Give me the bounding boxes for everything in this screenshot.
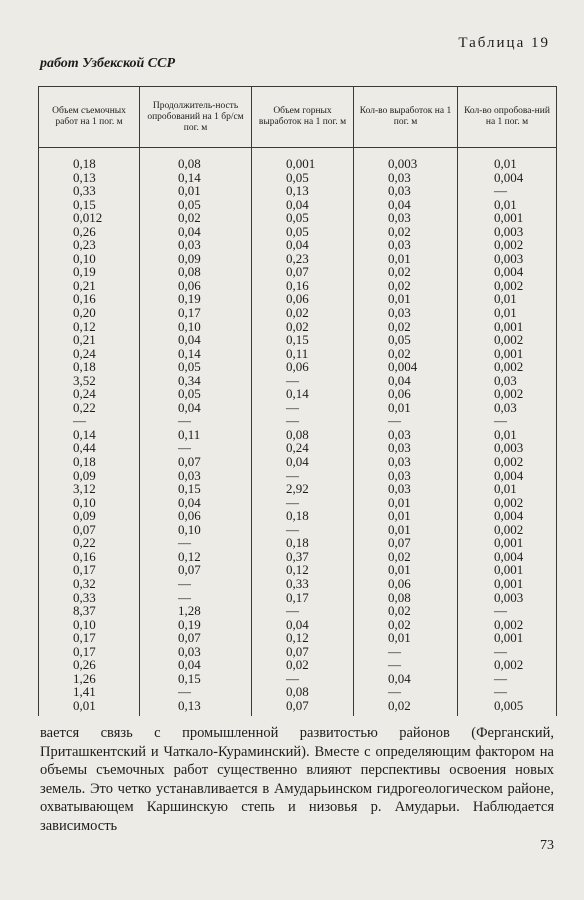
table-cell: 0,05 — [252, 171, 354, 185]
table-cell: 0,002 — [458, 455, 557, 469]
table-row — [39, 279, 557, 293]
table-cell: 0,14 — [39, 428, 140, 442]
table-cell: 0,01 — [140, 184, 252, 198]
table-cell: 0,03 — [354, 482, 458, 496]
table-cell: 0,04 — [354, 672, 458, 686]
table-cell: 0,002 — [458, 523, 557, 537]
table-cell: 0,03 — [354, 171, 458, 185]
table-cell: 0,12 — [140, 550, 252, 564]
table-cell: 0,03 — [354, 211, 458, 225]
table-cell: 0,44 — [39, 441, 140, 455]
table-cell: 0,01 — [354, 401, 458, 415]
table-cell: 0,14 — [140, 171, 252, 185]
table-row — [39, 604, 557, 618]
table-cell: 0,04 — [140, 658, 252, 672]
table-cell: 0,02 — [354, 347, 458, 361]
table-cell: 0,23 — [252, 252, 354, 266]
table-cell: — — [252, 604, 354, 618]
table-row — [39, 387, 557, 401]
table-cell: 0,03 — [354, 455, 458, 469]
table-row — [39, 414, 557, 428]
table-cell: 0,08 — [252, 428, 354, 442]
table-cell: 0,16 — [39, 550, 140, 564]
table-cell: — — [140, 591, 252, 605]
table-row — [39, 428, 557, 442]
table-cell: 0,19 — [39, 265, 140, 279]
table-row — [39, 184, 557, 198]
table-cell: 0,003 — [458, 252, 557, 266]
table-cell: 0,06 — [354, 577, 458, 591]
table-cell: 0,03 — [354, 441, 458, 455]
table-cell: — — [252, 496, 354, 510]
table-row — [39, 374, 557, 388]
table-cell: 0,18 — [39, 148, 140, 171]
table-cell: 0,06 — [354, 387, 458, 401]
table-cell: 0,09 — [39, 509, 140, 523]
table-cell: 0,06 — [140, 279, 252, 293]
table-cell: 0,17 — [39, 631, 140, 645]
table-cell: — — [252, 414, 354, 428]
table-cell: 0,18 — [252, 536, 354, 550]
table-cell: 0,20 — [39, 306, 140, 320]
table-cell: 0,01 — [458, 482, 557, 496]
table-row — [39, 536, 557, 550]
table-cell: 0,08 — [140, 265, 252, 279]
table-cell: — — [354, 414, 458, 428]
table-cell: 0,03 — [140, 645, 252, 659]
table-cell: 0,04 — [252, 198, 354, 212]
table-cell: 0,02 — [354, 320, 458, 334]
table-cell: 0,03 — [354, 428, 458, 442]
table-cell: 0,04 — [140, 496, 252, 510]
table-cell: 0,04 — [140, 401, 252, 415]
table-cell: 0,05 — [140, 360, 252, 374]
table-cell: 0,16 — [39, 292, 140, 306]
table-cell: 0,02 — [354, 618, 458, 632]
table-row — [39, 252, 557, 266]
table-cell: 0,01 — [458, 198, 557, 212]
table-cell: 0,17 — [39, 563, 140, 577]
table-cell: 0,08 — [140, 148, 252, 171]
table-row — [39, 320, 557, 334]
table-row — [39, 645, 557, 659]
table-cell: 8,37 — [39, 604, 140, 618]
table-cell: 0,33 — [39, 184, 140, 198]
table-cell: — — [39, 414, 140, 428]
table-row — [39, 685, 557, 699]
table-cell: 0,22 — [39, 536, 140, 550]
table-cell: — — [354, 685, 458, 699]
table-row — [39, 631, 557, 645]
table-cell: 0,012 — [39, 211, 140, 225]
table-header-row — [39, 87, 557, 148]
table-cell: 0,002 — [458, 333, 557, 347]
table-cell: — — [354, 658, 458, 672]
table-cell: 0,05 — [252, 211, 354, 225]
table-cell: 0,12 — [252, 631, 354, 645]
table-cell: 0,15 — [252, 333, 354, 347]
table-row — [39, 496, 557, 510]
table-cell: — — [354, 645, 458, 659]
table-cell: 0,02 — [252, 306, 354, 320]
table-row — [39, 699, 557, 717]
table-cell: 0,03 — [354, 238, 458, 252]
table-cell: 0,10 — [39, 618, 140, 632]
table-cell: 0,04 — [354, 374, 458, 388]
table-cell: 0,001 — [458, 536, 557, 550]
column-header: Объем горных выработок на 1 пог. м — [252, 87, 354, 148]
table-row — [39, 591, 557, 605]
table-cell: 0,10 — [39, 496, 140, 510]
table-cell: 0,13 — [39, 171, 140, 185]
table-cell: — — [252, 672, 354, 686]
table-cell: 0,21 — [39, 279, 140, 293]
column-header: Продолжитель-ность опробований на 1 бр/см пог. м — [140, 87, 252, 148]
table-cell: 0,01 — [354, 631, 458, 645]
table-row — [39, 672, 557, 686]
table-row — [39, 441, 557, 455]
table-cell: 0,14 — [252, 387, 354, 401]
table-cell: — — [140, 577, 252, 591]
table-cell: 0,001 — [458, 347, 557, 361]
table-cell: — — [458, 604, 557, 618]
table-cell: 0,003 — [458, 441, 557, 455]
table-cell: 0,001 — [458, 577, 557, 591]
table-cell: 0,07 — [252, 699, 354, 717]
table-cell: 0,04 — [252, 618, 354, 632]
table-cell: 0,17 — [140, 306, 252, 320]
table-cell: 0,04 — [140, 333, 252, 347]
table-row — [39, 618, 557, 632]
table-cell: 0,19 — [140, 618, 252, 632]
table-cell: 0,12 — [252, 563, 354, 577]
table-cell: 0,33 — [252, 577, 354, 591]
table-cell: 0,001 — [458, 563, 557, 577]
table-cell: 0,004 — [458, 509, 557, 523]
table-row — [39, 563, 557, 577]
column-header: Кол-во опробова-ний на 1 пог. м — [458, 87, 557, 148]
table-cell: 0,04 — [140, 225, 252, 239]
table-cell: 0,11 — [140, 428, 252, 442]
table-row — [39, 171, 557, 185]
table-cell: 0,10 — [140, 523, 252, 537]
table-cell: — — [252, 374, 354, 388]
table-body — [39, 148, 557, 717]
table-row — [39, 292, 557, 306]
table-cell: 0,02 — [354, 604, 458, 618]
table-cell: — — [458, 685, 557, 699]
table-cell: 0,01 — [458, 428, 557, 442]
table-cell: 0,002 — [458, 360, 557, 374]
table-cell: 0,02 — [354, 279, 458, 293]
table-cell: 0,03 — [458, 401, 557, 415]
table-cell: — — [140, 685, 252, 699]
table-row — [39, 265, 557, 279]
column-header: Объем съемочных работ на 1 пог. м — [39, 87, 140, 148]
table-cell: 0,11 — [252, 347, 354, 361]
table-cell: 0,001 — [458, 631, 557, 645]
table-cell: 0,03 — [354, 184, 458, 198]
table-cell: 0,03 — [354, 306, 458, 320]
table-cell: 0,15 — [140, 482, 252, 496]
table-cell: 0,33 — [39, 591, 140, 605]
table-cell: 0,13 — [140, 699, 252, 717]
table-cell: 0,09 — [39, 469, 140, 483]
table-cell: 0,001 — [252, 148, 354, 171]
table-cell: 0,002 — [458, 238, 557, 252]
table-cell: 0,03 — [140, 469, 252, 483]
table-cell: — — [458, 645, 557, 659]
table-cell: 0,01 — [458, 292, 557, 306]
table-cell: 0,001 — [458, 211, 557, 225]
table-row — [39, 360, 557, 374]
table-cell: 0,18 — [252, 509, 354, 523]
table-cell: 0,14 — [140, 347, 252, 361]
table-cell: 0,06 — [252, 360, 354, 374]
table-row — [39, 658, 557, 672]
table-cell: 0,001 — [458, 320, 557, 334]
table-cell: 0,07 — [354, 536, 458, 550]
table-cell: 0,10 — [39, 252, 140, 266]
table-cell: 0,09 — [140, 252, 252, 266]
table-cell: 0,01 — [354, 523, 458, 537]
table-cell: 0,003 — [458, 591, 557, 605]
table-cell: 0,02 — [354, 699, 458, 717]
table-cell: 0,004 — [458, 171, 557, 185]
table-row — [39, 148, 557, 171]
table-cell: 0,02 — [140, 211, 252, 225]
table-cell: 0,03 — [140, 238, 252, 252]
table-cell: 0,07 — [39, 523, 140, 537]
table-row — [39, 333, 557, 347]
table-cell: 0,02 — [252, 658, 354, 672]
table-cell: — — [458, 414, 557, 428]
table-cell: 0,04 — [252, 455, 354, 469]
table-cell: 0,01 — [39, 699, 140, 717]
table-cell: 0,07 — [252, 265, 354, 279]
table-cell: 0,18 — [39, 455, 140, 469]
table-cell: 0,32 — [39, 577, 140, 591]
table-cell: 0,13 — [252, 184, 354, 198]
table-cell: 0,004 — [458, 265, 557, 279]
table-cell: 0,03 — [458, 374, 557, 388]
table-cell: — — [252, 469, 354, 483]
table-row — [39, 577, 557, 591]
table-cell: 1,41 — [39, 685, 140, 699]
table-cell: 2,92 — [252, 482, 354, 496]
table-cell: 0,16 — [252, 279, 354, 293]
table-cell: 0,21 — [39, 333, 140, 347]
table-cell: 0,08 — [252, 685, 354, 699]
table-cell: — — [252, 523, 354, 537]
table-cell: 0,04 — [354, 198, 458, 212]
table-cell: 0,24 — [39, 347, 140, 361]
table-cell: 0,02 — [354, 550, 458, 564]
table-cell: 0,05 — [140, 387, 252, 401]
table-cell: 0,18 — [39, 360, 140, 374]
table-cell: 0,22 — [39, 401, 140, 415]
table-cell: 0,002 — [458, 387, 557, 401]
table-cell: 0,37 — [252, 550, 354, 564]
table-cell: 0,01 — [354, 252, 458, 266]
table-cell: 0,01 — [458, 306, 557, 320]
column-header: Кол-во выработок на 1 пог. м — [354, 87, 458, 148]
table-row — [39, 211, 557, 225]
table-cell: 0,15 — [39, 198, 140, 212]
table-cell: 0,05 — [252, 225, 354, 239]
table-row — [39, 198, 557, 212]
table-cell: 0,19 — [140, 292, 252, 306]
table-cell: 3,12 — [39, 482, 140, 496]
table-row — [39, 225, 557, 239]
table-cell: 0,02 — [252, 320, 354, 334]
table-cell: 0,01 — [458, 148, 557, 171]
table-cell: 0,23 — [39, 238, 140, 252]
table-cell: 0,002 — [458, 658, 557, 672]
table-cell: 0,24 — [39, 387, 140, 401]
table-cell: 0,02 — [354, 225, 458, 239]
table-cell: — — [140, 441, 252, 455]
table-cell: 0,004 — [354, 360, 458, 374]
table-cell: 0,26 — [39, 225, 140, 239]
table-cell: 0,07 — [140, 563, 252, 577]
table-row — [39, 401, 557, 415]
table-cell: 0,004 — [458, 550, 557, 564]
table-row — [39, 347, 557, 361]
table-cell: 0,06 — [140, 509, 252, 523]
table-row — [39, 306, 557, 320]
table-heading: работ Узбекской ССР — [40, 56, 176, 71]
table-row — [39, 523, 557, 537]
table-cell: 0,15 — [140, 672, 252, 686]
table-cell: 0,07 — [140, 631, 252, 645]
table-cell: 0,24 — [252, 441, 354, 455]
table-cell: 0,01 — [354, 292, 458, 306]
table-cell: 0,08 — [354, 591, 458, 605]
table-cell: 0,34 — [140, 374, 252, 388]
table-cell: — — [140, 414, 252, 428]
table-cell: 0,002 — [458, 496, 557, 510]
table-cell: 0,10 — [140, 320, 252, 334]
table-number-label: Таблица 19 — [458, 35, 550, 51]
table-cell: 0,05 — [140, 198, 252, 212]
table-cell: 0,07 — [140, 455, 252, 469]
table-cell: — — [140, 536, 252, 550]
table-row — [39, 469, 557, 483]
table-row — [39, 550, 557, 564]
table-cell: 0,07 — [252, 645, 354, 659]
table-cell: 0,17 — [252, 591, 354, 605]
table-row — [39, 238, 557, 252]
page-number: 73 — [540, 838, 554, 853]
table-cell: 0,05 — [354, 333, 458, 347]
body-paragraph: вается связь с промышленной развитостью районов (Ферганский, Приташкентский и Чаткало-Кураминский). Вместе с определяющим фактором на объемы съемочных работ существенно влияют перспективы освоения новых земель. Это четко устанавливается в Амударьинском гидрогеологическом районе, охватывающем Каршинскую степь и низовья р. Амударьи. Наблюдается зависимость — [40, 725, 554, 834]
data-table — [38, 86, 557, 716]
table-cell: 0,17 — [39, 645, 140, 659]
table-cell: 0,003 — [354, 148, 458, 171]
table-cell: 0,002 — [458, 618, 557, 632]
table-cell: 1,28 — [140, 604, 252, 618]
table-cell: 0,26 — [39, 658, 140, 672]
table-cell: — — [458, 184, 557, 198]
table-cell: 0,01 — [354, 563, 458, 577]
table-cell: 1,26 — [39, 672, 140, 686]
table-cell: 0,01 — [354, 509, 458, 523]
table-cell: 0,002 — [458, 279, 557, 293]
table-cell: 0,02 — [354, 265, 458, 279]
table-row — [39, 482, 557, 496]
table-cell: — — [458, 672, 557, 686]
table-row — [39, 509, 557, 523]
table-cell: 3,52 — [39, 374, 140, 388]
table-cell: — — [252, 401, 354, 415]
table-cell: 0,04 — [252, 238, 354, 252]
table-cell: 0,03 — [354, 469, 458, 483]
table-cell: 0,01 — [354, 496, 458, 510]
table-cell: 0,06 — [252, 292, 354, 306]
table-cell: 0,005 — [458, 699, 557, 717]
table-row — [39, 455, 557, 469]
table-cell: 0,12 — [39, 320, 140, 334]
table-cell: 0,004 — [458, 469, 557, 483]
table-cell: 0,003 — [458, 225, 557, 239]
